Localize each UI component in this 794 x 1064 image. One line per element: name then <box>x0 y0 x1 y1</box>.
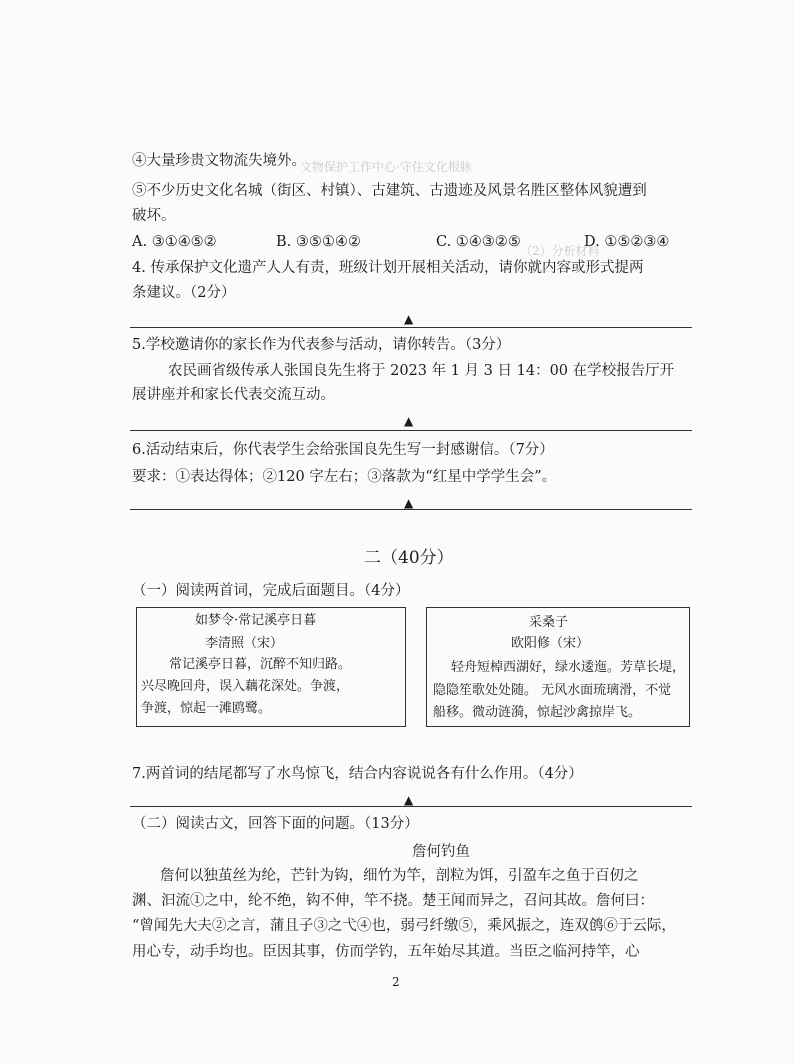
poem-1-line1: 常记溪亭日暮，沉醉不知归路。 <box>169 657 352 672</box>
answer-line[interactable] <box>130 509 692 510</box>
poem-1-line2: 兴尽晚回舟，误入藕花深处。争渡， <box>141 679 350 694</box>
poem-2-line3: 船移。微动涟漪，惊起沙禽掠岸飞。 <box>433 705 642 720</box>
poem-box-ouyang-xiu <box>426 607 690 727</box>
poem-1-line3: 争渡，惊起一滩鸥鹭。 <box>141 701 272 716</box>
answer-mark-icon: ▲ <box>404 312 414 326</box>
answer-mark-icon: ▲ <box>404 414 414 428</box>
answer-mark-icon: ▲ <box>404 496 414 510</box>
bleed-through-text: 文物保护工作中心·守住文化根脉 <box>300 160 472 174</box>
answer-line[interactable] <box>130 806 692 807</box>
part-1-intro: （一）阅读两首词，完成后面题目。（4分） <box>132 583 410 599</box>
poem-2-line1: 轻舟短棹西湖好，绿水逶迤。芳草长堤， <box>451 660 686 675</box>
poem-2-line2: 隐隐笙歌处处随。 无风水面琉璃滑，不觉 <box>433 683 672 698</box>
answer-line[interactable] <box>130 327 692 328</box>
section-2-title: 二（40分） <box>364 548 454 568</box>
bleed-through-text: （2）分析材料 <box>520 244 600 258</box>
answer-line[interactable] <box>130 430 692 431</box>
poem-2-title: 采桑子 <box>529 615 569 630</box>
question-5-line1: 5.学校邀请你的家长作为代表参与活动，请你转告。（3分） <box>132 337 511 353</box>
passage-line4: 用心专，动手均也。臣因其事，仿而学钓，五年始尽其道。当臣之临河持竿，心 <box>132 944 640 960</box>
option-c: C. ①④③②⑤ <box>436 234 521 250</box>
poem-2-author: 欧阳修（宋） <box>511 636 590 651</box>
poem-1-author: 李清照（宋） <box>205 636 284 651</box>
option-b: B. ③⑤①④② <box>276 234 361 250</box>
question-4-line2: 条建议。（2分） <box>132 285 236 301</box>
option-d: D. ①⑤②③④ <box>584 234 670 250</box>
passage-line2: 渊、汩流①之中，纶不绝，钩不伸，竿不挠。楚王闻而异之，召问其故。詹何曰： <box>132 893 654 909</box>
passage-title: 詹何钓鱼 <box>412 844 470 860</box>
question-4-line1: 4. 传承保护文化遗产人人有责，班级计划开展相关活动，请你就内容或形式提两 <box>132 260 644 276</box>
item-5-line1: ⑤不少历史文化名城（街区、村镇）、古建筑、古遗迹及风景名胜区整体风貌遭到 <box>132 183 647 199</box>
question-5-line2: 农民画省级传承人张国良先生将于 2023 年 1 月 3 日 14：00 在学校报告厅开 <box>168 363 675 379</box>
question-6-line2: 要求：①表达得体；②120 字左右；③落款为“红星中学学生会”。 <box>132 469 557 485</box>
item-5-line2: 破坏。 <box>132 208 176 224</box>
passage-line3: “曾闻先大夫②之言，蒲且子③之弋④也，弱弓纤缴⑤，乘风振之，连双鸧⑥于云际， <box>132 918 676 934</box>
poem-box-li-qingzhao <box>136 607 406 727</box>
item-4: ④大量珍贵文物流失境外。 <box>132 153 306 169</box>
question-5-line3: 展讲座并和家长代表交流互动。 <box>132 387 335 403</box>
part-2-intro: （二）阅读古文，回答下面的问题。（13分） <box>132 816 419 832</box>
answer-mark-icon: ▲ <box>404 793 414 807</box>
question-6-line1: 6.活动结束后，你代表学生会给张国良先生写一封感谢信。（7分） <box>132 442 554 458</box>
option-a: A. ③①④⑤② <box>132 234 217 250</box>
poem-1-title: 如梦令·常记溪亭日暮 <box>195 613 317 628</box>
passage-line1: 詹何以独茧丝为纶，芒针为钩，细竹为竿，剖粒为饵，引盈车之鱼于百仞之 <box>160 868 639 884</box>
page-number: 2 <box>392 975 400 989</box>
question-7: 7.两首词的结尾都写了水鸟惊飞，结合内容说说各有什么作用。（4分） <box>132 766 583 782</box>
